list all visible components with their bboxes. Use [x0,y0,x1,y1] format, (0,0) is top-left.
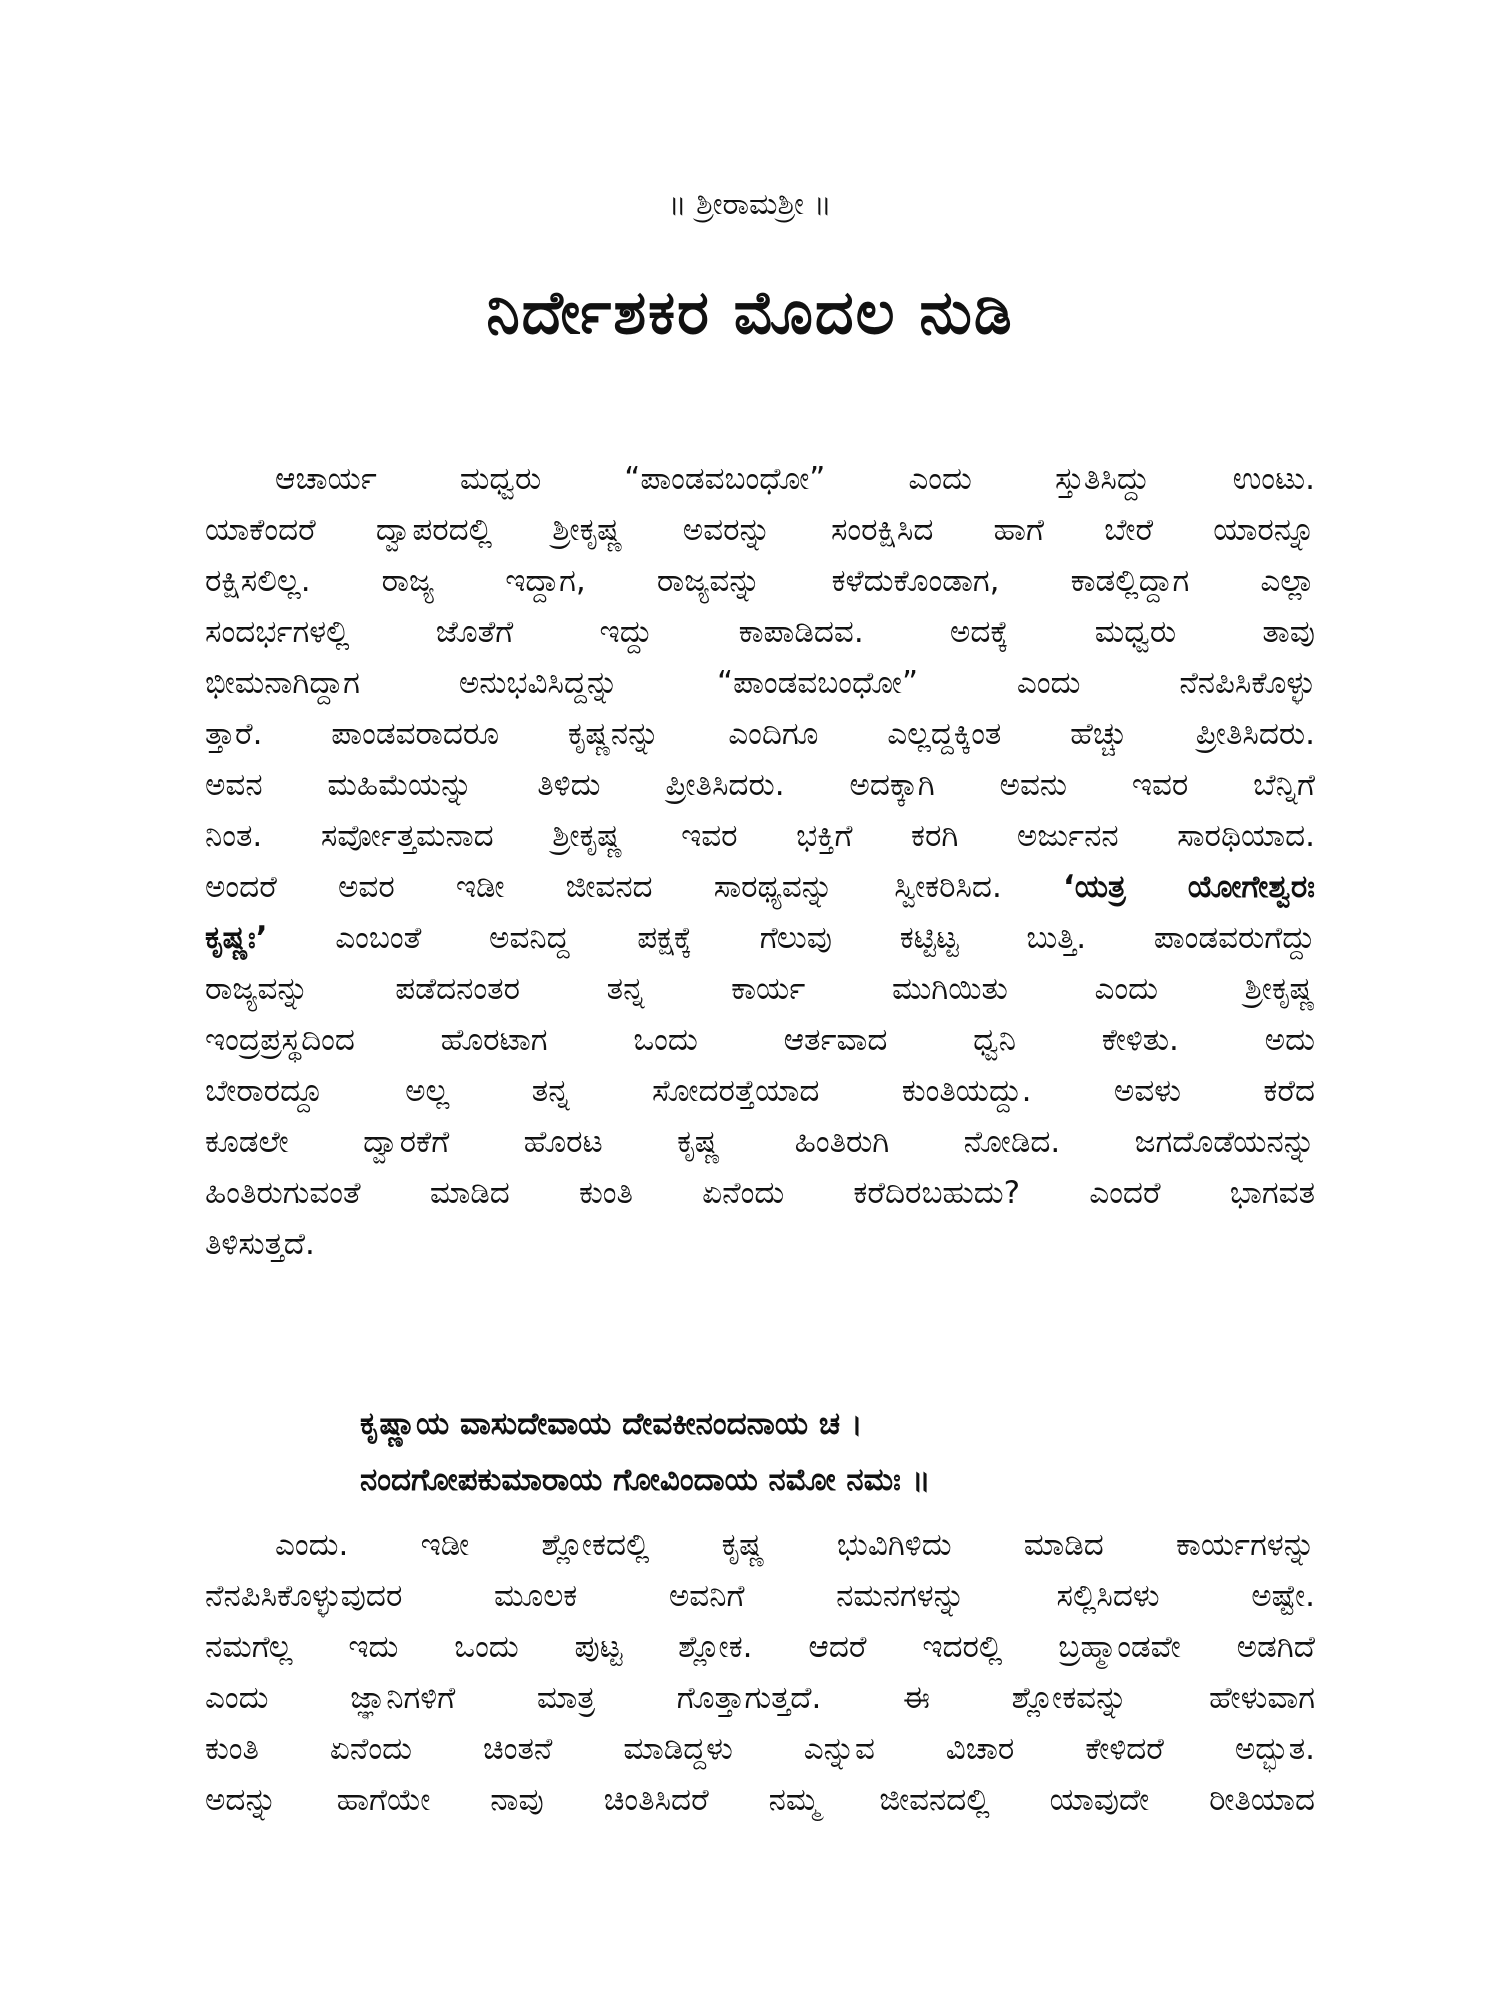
paragraph-1 [205,454,1315,1270]
page-title: ನಿರ್ದೇಶಕರ ಮೊದಲ ನುಡಿ [486,278,1014,348]
paragraph-line-with-quote [205,913,1315,964]
paragraph-line: ರಕ್ಷಿಸಲಿಲ್ಲ. ರಾಜ್ಯ ಇದ್ದಾಗ, ರಾಜ್ಯವನ್ನು ಕಳೆದುಕೊಂಡಾಗ, ಕಾಡಲ್ಲಿದ್ದಾಗ ಎಲ್ಲಾ [205,563,1315,599]
paragraph-line-text: ಎಂಬಂತೆ ಅವನಿದ್ದ ಪಕ್ಷಕ್ಕೆ ಗೆಲುವು ಕಟ್ಟಿಟ್ಟ ಬುತ್ತಿ. ಪಾಂಡವರುಗೆದ್ದು [335,920,1315,956]
paragraph-line: ನೆನಪಿಸಿಕೊಳ್ಳುವುದರ ಮೂಲಕ ಅವನಿಗೆ ನಮನಗಳನ್ನು ಸಲ್ಲಿಸಿದಳು ಅಷ್ಟೇ. [205,1578,1315,1614]
paragraph-line: ಎಂದು. ಇಡೀ ಶ್ಲೋಕದಲ್ಲಿ ಕೃಷ್ಣ ಭುವಿಗಿಳಿದು ಮಾಡಿದ ಕಾರ್ಯಗಳನ್ನು [275,1527,1315,1563]
shloka-line-2: ನಂದಗೋಪಕುಮಾರಾಯ ಗೋವಿಂದಾಯ ನಮೋ ನಮಃ ॥ [360,1462,931,1498]
paragraph-line: ಹಿಂತಿರುಗುವಂತೆ ಮಾಡಿದ ಕುಂತಿ ಏನೆಂದು ಕರೆದಿರಬಹುದು? ಎಂದರೆ ಭಾಗವತ [205,1175,1315,1211]
quote-text: ಕೃಷ್ಣಃ’ [205,920,268,956]
paragraph-line: ತಿಳಿಸುತ್ತದೆ. [205,1226,315,1262]
paragraph-line: ಅವನ ಮಹಿಮೆಯನ್ನು ತಿಳಿದು ಪ್ರೀತಿಸಿದರು. ಅದಕ್ಕಾಗಿ ಅವನು ಇವರ ಬೆನ್ನಿಗೆ [205,767,1315,803]
paragraph-line: ನಮಗೆಲ್ಲ ಇದು ಒಂದು ಪುಟ್ಟ ಶ್ಲೋಕ. ಆದರೆ ಇದರಲ್ಲಿ ಬ್ರಹ್ಮಾಂಡವೇ ಅಡಗಿದೆ [205,1629,1315,1665]
paragraph-line: ಕುಂತಿ ಏನೆಂದು ಚಿಂತನೆ ಮಾಡಿದ್ದಳು ಎನ್ನುವ ವಿಚಾರ ಕೇಳಿದರೆ ಅದ್ಭುತ. [205,1731,1315,1767]
paragraph-line: ರಾಜ್ಯವನ್ನು ಪಡೆದನಂತರ ತನ್ನ ಕಾರ್ಯ ಮುಗಿಯಿತು ಎಂದು ಶ್ರೀಕೃಷ್ಣ [205,971,1315,1007]
paragraph-line-text: ಅಂದರೆ ಅವರ ಇಡೀ ಜೀವನದ ಸಾರಥ್ಯವನ್ನು ಸ್ವೀಕರಿಸಿದ. [205,869,1002,905]
paragraph-line: ಸಂದರ್ಭಗಳಲ್ಲಿ ಜೊತೆಗೆ ಇದ್ದು ಕಾಪಾಡಿದವ. ಅದಕ್ಕೆ ಮಧ್ವರು ತಾವು [205,614,1315,650]
paragraph-2 [205,1520,1315,1826]
paragraph-line: ಭೀಮನಾಗಿದ್ದಾಗ ಅನುಭವಿಸಿದ್ದನ್ನು “ಪಾಂಡವಬಂಧೋ” ಎಂದು ನೆನಪಿಸಿಕೊಳ್ಳು [205,665,1315,701]
quote-text: ‘ಯತ್ರ ಯೋಗೇಶ್ವರಃ [1062,869,1315,905]
paragraph-line: ಅದನ್ನು ಹಾಗೆಯೇ ನಾವು ಚಿಂತಿಸಿದರೆ ನಮ್ಮ ಜೀವನದಲ್ಲಿ ಯಾವುದೇ ರೀತಿಯಾದ [205,1782,1315,1818]
paragraph-line-with-quote [205,862,1315,913]
paragraph-line: ನಿಂತ. ಸರ್ವೋತ್ತಮನಾದ ಶ್ರೀಕೃಷ್ಣ ಇವರ ಭಕ್ತಿಗೆ ಕರಗಿ ಅರ್ಜುನನ ಸಾರಥಿಯಾದ. [205,818,1315,854]
shloka-verse [360,1396,1260,1508]
paragraph-line: ಯಾಕೆಂದರೆ ದ್ವಾಪರದಲ್ಲಿ ಶ್ರೀಕೃಷ್ಣ ಅವರನ್ನು ಸಂರಕ್ಷಿಸಿದ ಹಾಗೆ ಬೇರೆ ಯಾರನ್ನೂ [205,512,1315,548]
paragraph-line: ಇಂದ್ರಪ್ರಸ್ಥದಿಂದ ಹೊರಟಾಗ ಒಂದು ಆರ್ತವಾದ ಧ್ವನಿ ಕೇಳಿತು. ಅದು [205,1022,1315,1058]
paragraph-line: ಎಂದು ಜ್ಞಾನಿಗಳಿಗೆ ಮಾತ್ರ ಗೊತ್ತಾಗುತ್ತದೆ. ಈ ಶ್ಲೋಕವನ್ನು ಹೇಳುವಾಗ [205,1680,1315,1716]
paragraph-line: ತ್ತಾರೆ. ಪಾಂಡವರಾದರೂ ಕೃಷ್ಣನನ್ನು ಎಂದಿಗೂ ಎಲ್ಲದ್ದಕ್ಕಿಂತ ಹೆಚ್ಚು ಪ್ರೀತಿಸಿದರು. [205,716,1315,752]
paragraph-line: ಬೇರಾರದ್ದೂ ಅಲ್ಲ ತನ್ನ ಸೋದರತ್ತೆಯಾದ ಕುಂತಿಯದ್ದು. ಅವಳು ಕರೆದ [205,1073,1315,1109]
invocation-line: ॥ ಶ್ರೀರಾಮಶ್ರೀ ॥ [668,187,832,222]
paragraph-line: ಕೂಡಲೇ ದ್ವಾರಕೆಗೆ ಹೊರಟ ಕೃಷ್ಣ ಹಿಂತಿರುಗಿ ನೋಡಿದ. ಜಗದೊಡೆಯನನ್ನು [205,1124,1315,1160]
paragraph-line: ಆಚಾರ್ಯ ಮಧ್ವರು “ಪಾಂಡವಬಂಧೋ” ಎಂದು ಸ್ತುತಿಸಿದ್ದು ಉಂಟು. [275,461,1315,497]
shloka-line-1: ಕೃಷ್ಣಾಯ ವಾಸುದೇವಾಯ ದೇವಕೀನಂದನಾಯ ಚ । [360,1406,863,1442]
